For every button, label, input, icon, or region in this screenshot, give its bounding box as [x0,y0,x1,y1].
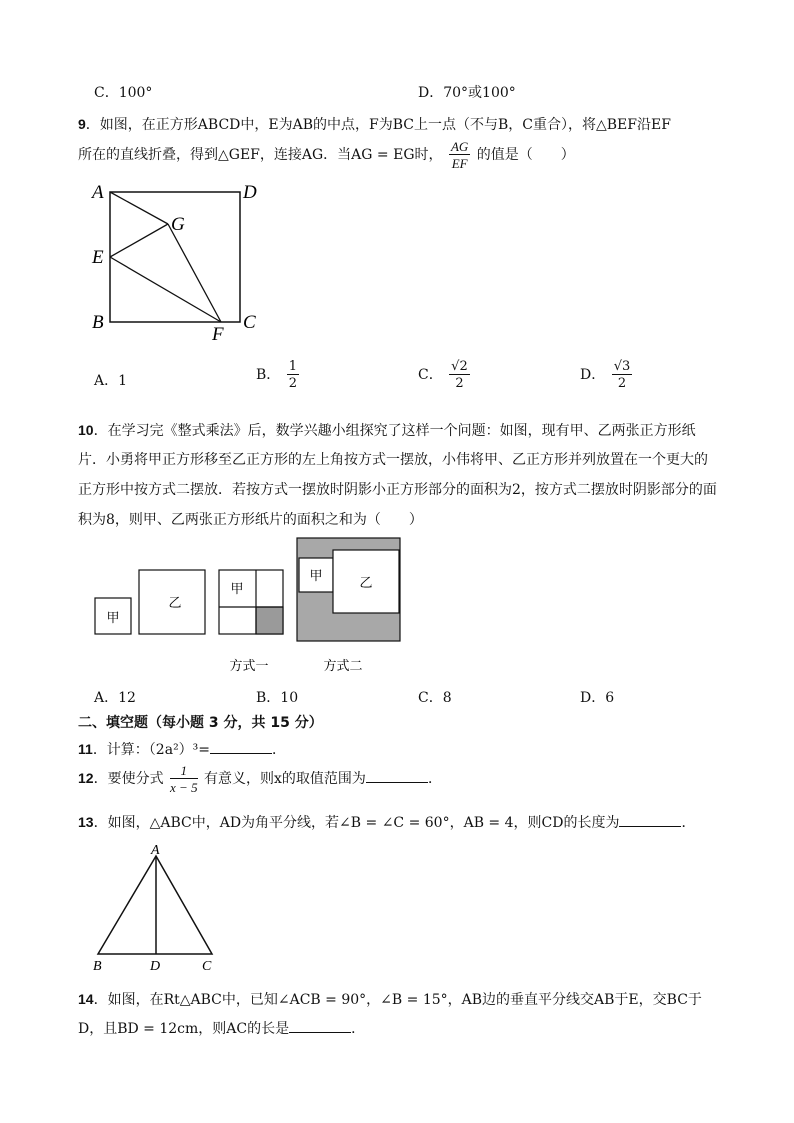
q12-line [78,764,442,794]
q10-line2: 片．小勇将甲正方形移至乙正方形的左上角按方式一摆放，小伟将甲、乙正方形并列放置在一个更大的 [78,452,708,468]
q9-label-C: C [243,312,256,333]
q9-option-b-den: 2 [288,376,298,391]
q10-line1 [78,420,696,440]
q10-line3: 正方形中按方式二摆放．若按方式一摆放时阴影小正方形部分的面积为2，按方式二摆放时阴影部分的面 [78,482,717,498]
q14-line2 [78,1018,365,1038]
q9-text-1: ．如图，在正方形ABCD中，E为AB的中点，F为BC上一点（不与B，C重合），将△BEF沿EF [85,117,671,133]
q13-text: ．如图，△ABC中，AD为角平分线，若∠B = ∠C = 60°，AB = 4，则CD的长度为 [93,815,620,831]
q10-method1-shaded [256,607,283,634]
q9-option-a: A．1 [94,373,128,389]
q9-label-E: E [92,247,104,268]
q9-fraction-den: EF [451,156,468,171]
q9-segment-EF [110,257,221,322]
q10-method2-label-jia: 甲 [309,568,323,583]
q9-label-B: B [92,312,104,333]
q9-segment-EG [110,224,168,257]
q13-line [78,812,695,832]
q9-fraction-num: AG [450,139,469,154]
q9-square [110,192,240,322]
q10-option-b: B．10 [256,690,299,706]
q9-option-b-num: 1 [288,359,298,374]
q12-end: ． [427,771,442,787]
q14-end: ． [351,1021,366,1037]
q14-text-2: D，且BD = 12cm，则AC的长是 [78,1021,290,1037]
q10-label-jia: 甲 [106,610,120,625]
q9-option-b [256,360,301,390]
q13-number: 13 [78,814,94,830]
q9-figure [88,178,268,346]
q9-text-2: 所在的直线折叠，得到△GEF，连接AG．当AG = EG时， [78,147,443,163]
q9-label-D: D [243,182,257,203]
q10-option-a: A．12 [94,690,136,706]
q14-number: 14 [78,991,94,1007]
q12-fraction-num: 1 [170,764,198,779]
q10-figure [90,536,410,680]
q14-answer-blank[interactable] [289,1020,351,1033]
q9-option-d-num: √3 [613,359,631,374]
q14-text-1: ．如图，在Rt△ABC中，已知∠ACB = 90°，∠B = 15°，AB边的垂直平分线交AB于E，交BC于 [93,992,702,1008]
q10-caption-method1: 方式一 [229,658,269,673]
q10-option-c: C．8 [418,690,452,706]
q10-number: 10 [78,422,94,438]
q10-line4: 积为8，则甲、乙两张正方形纸片的面积之和为（ ） [78,512,423,528]
q9-option-c-den: 2 [455,376,464,391]
q9-label-F: F [212,324,224,345]
q13-triangle [98,856,212,954]
q9-label-A: A [92,182,104,203]
q9-option-c-label: C． [418,367,443,383]
q13-label-A: A [151,843,160,858]
q10-method2-label-yi: 乙 [359,575,373,590]
q10-label-yi: 乙 [168,595,182,610]
q13-label-C: C [202,959,212,974]
q13-label-D: D [150,959,161,974]
q10-text-1: ．在学习完《整式乘法》后，数学兴趣小组探究了这样一个问题：如图，现有甲、乙两张正方形纸 [93,423,696,439]
q14-line1 [78,989,702,1009]
section2-title: 二、填空题（每小题 3 分，共 15 分） [78,715,323,731]
q9-line1 [78,114,671,134]
q11-text: ．计算：（2a²）³= [92,742,211,758]
q13-label-B: B [93,959,102,974]
q9-option-c [418,360,472,390]
q9-option-c-num: √2 [451,359,468,374]
q11-end: ． [272,742,287,758]
q12-number: 12 [78,770,94,786]
q9-label-G: G [171,214,185,235]
q11-line [78,739,286,759]
q13-figure [88,840,228,976]
q9-segment-GF [168,224,221,322]
q9-option-d-den: 2 [617,376,627,391]
q12-answer-blank[interactable] [366,770,428,783]
q9-text-3: 的值是（ ） [476,147,575,163]
q12-text-pre: ．要使分式 [93,771,164,787]
q9-option-d-label: D． [580,367,606,383]
q9-option-d [580,360,634,390]
q10-method1-label-jia: 甲 [230,581,244,596]
q8-option-c: C．100° [94,85,153,101]
q12-fraction-den: x − 5 [170,780,198,795]
q10-caption-method2: 方式二 [323,658,363,673]
q13-end: ． [681,815,696,831]
q9-number: 9 [78,116,86,132]
q9-fraction [449,140,470,170]
q9-line2 [78,140,575,170]
q8-option-d: D．70°或100° [418,85,516,101]
q12-fraction [170,764,198,794]
q13-answer-blank[interactable] [619,814,681,827]
q9-option-b-label: B． [256,367,281,383]
q10-option-d: D．6 [580,690,615,706]
q12-text-post: 有意义，则x的取值范围为 [204,771,366,787]
q11-answer-blank[interactable] [210,741,272,754]
q9-segment-AG [110,192,168,224]
q11-number: 11 [78,741,93,757]
